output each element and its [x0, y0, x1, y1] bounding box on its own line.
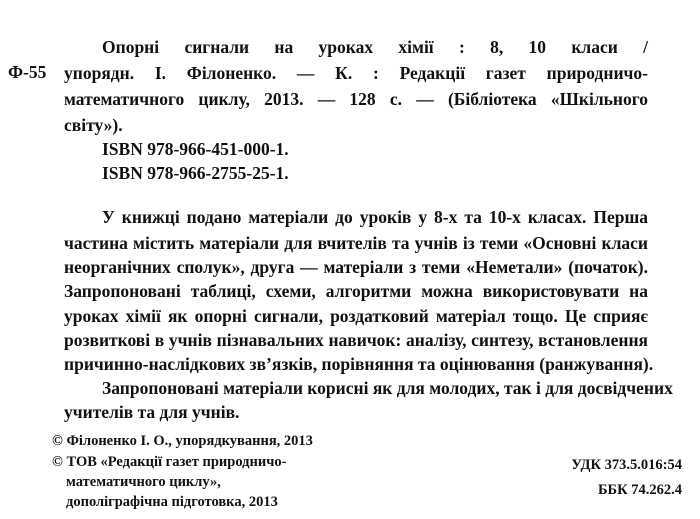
annotation-line: Запропоновані таблиці, схеми, алгоритми можна використовувати на [64, 281, 648, 301]
isbn-1: ISBN 978-966-451-000-1. [102, 139, 289, 159]
classification-code: Ф-55 [8, 62, 47, 82]
annotation-line: уроках хімії як опорні сигнали, роздатковий матеріал тощо. Це сприяє [64, 306, 648, 326]
annotation-line: учителів та для учнів. [64, 402, 240, 422]
annotation-line: Запропоновані матеріали корисні як для молодих, так і для досвідчених [102, 378, 673, 398]
bibliography-title-line [102, 36, 648, 58]
isbn-2: ISBN 978-966-2755-25-1. [102, 163, 289, 183]
annotation-line: неорганічних сполук», друга — матеріали з теми «Неметали» (початок). [64, 257, 648, 277]
copyright-line-4: дополіграфічна підготовка, 2013 [66, 494, 278, 510]
annotation-line: частина містить матеріали для вчителів та учнів із теми «Основні класи [64, 233, 648, 253]
bibliography-title-rest: сигнали на уроках хімії : 8, 10 класи / [184, 37, 648, 57]
annotation-line: У книжці подано матеріали до уроків у 8-х та 10-х класах. Перша [102, 207, 648, 227]
bibliography-title-bold: Опорні [102, 37, 160, 57]
copyright-line-2: © ТОВ «Редакції газет природничо- [52, 454, 287, 470]
bibliography-line-4: світу»). [64, 115, 123, 135]
udk-index: УДК 373.5.016:54 [571, 457, 682, 473]
annotation-line: розвиткові в учнів пізнавальних навичок: аналізу, синтезу, встановлення [64, 330, 648, 350]
copyright-line-3: математичного циклу», [66, 474, 221, 490]
bbk-index: ББК 74.262.4 [597, 482, 682, 498]
copyright-line-1: © Філоненко І. О., упорядкування, 2013 [52, 433, 313, 449]
annotation-line: причинно-наслідкових зв’язків, порівняння та оцінювання (ранжування). [64, 354, 654, 374]
bibliography-line-2: упорядн. І. Філоненко. — К. : Редакції газет природничо- [64, 63, 648, 83]
bibliography-line-3: математичного циклу, 2013. — 128 с. — (Бібліотека «Шкільного [64, 89, 648, 109]
